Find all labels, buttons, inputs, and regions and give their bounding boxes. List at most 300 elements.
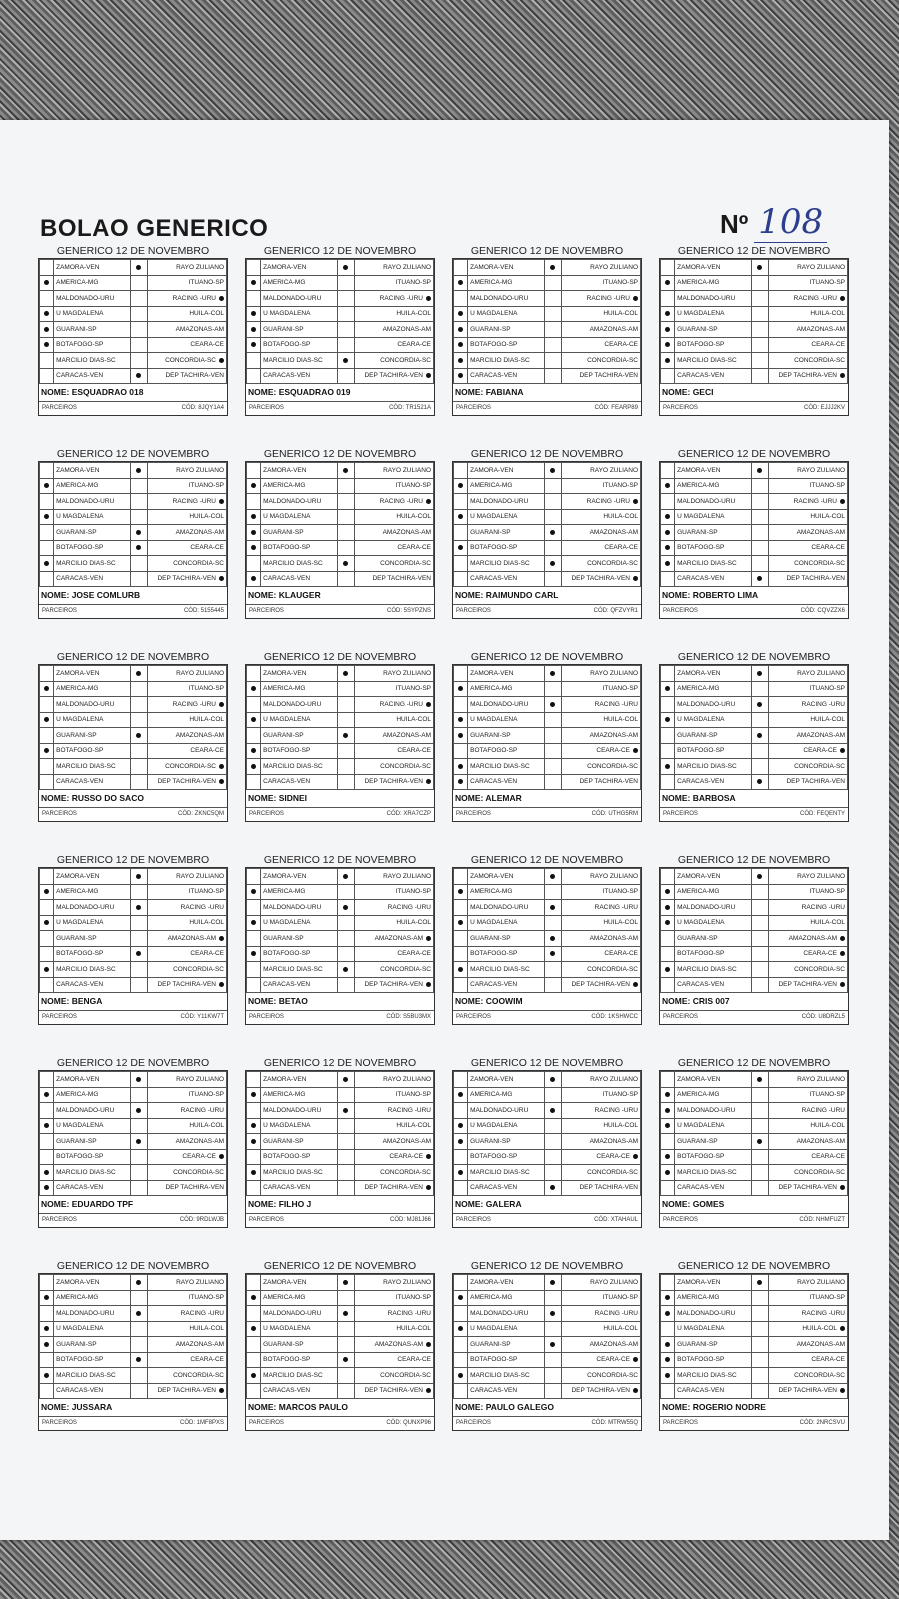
home-team: MARCILIO DIAS-SC: [468, 556, 545, 572]
pick-draw-cell: [131, 1087, 147, 1103]
selection-mark-icon: [665, 483, 670, 488]
sheet-number: [720, 202, 827, 242]
match-row: [454, 1180, 641, 1196]
away-team: RAYO ZULIANO: [147, 1072, 226, 1088]
pick-home-cell: [661, 353, 675, 369]
pick-home-cell: [40, 463, 54, 479]
selection-mark-icon: [458, 1123, 463, 1128]
home-team: CARACAS-VEN: [675, 571, 752, 587]
selection-mark-icon: [136, 265, 141, 270]
pick-draw-cell: [131, 1352, 147, 1368]
pick-home-cell: [40, 946, 54, 962]
pick-draw-cell: [545, 260, 561, 276]
match-row: [40, 1165, 227, 1181]
away-team: RAYO ZULIANO: [561, 463, 640, 479]
selection-mark-icon: [251, 717, 256, 722]
match-row: [661, 1306, 848, 1322]
away-team: ITUANO-SP: [354, 681, 433, 697]
selection-mark-icon: [219, 358, 224, 363]
away-team: HUILA-COL: [561, 915, 640, 931]
pick-draw-cell: [338, 681, 354, 697]
away-team: HUILA-COL: [147, 509, 226, 525]
card-body: [659, 867, 849, 1025]
selection-mark-icon: [44, 1295, 49, 1300]
pick-draw-cell: [131, 1165, 147, 1181]
pick-draw-cell: [752, 1087, 768, 1103]
match-table: [453, 462, 641, 587]
card-footer: [39, 808, 227, 821]
match-row: [454, 1368, 641, 1384]
pick-draw-cell: [131, 743, 147, 759]
away-team: HUILA-COL: [147, 915, 226, 931]
home-team: CARACAS-VEN: [675, 368, 752, 384]
match-row: [40, 1072, 227, 1088]
match-row: [661, 1352, 848, 1368]
pick-draw-cell: [338, 1337, 354, 1353]
pick-draw-cell: [338, 556, 354, 572]
home-team: GUARANI-SP: [468, 1337, 545, 1353]
selection-mark-icon: [251, 1326, 256, 1331]
partners-label: PARCEIROS: [663, 608, 698, 614]
home-team: CARACAS-VEN: [468, 1383, 545, 1399]
selection-mark-icon: [343, 561, 348, 566]
pick-home-cell: [40, 962, 54, 978]
away-team: ITUANO-SP: [147, 478, 226, 494]
pick-home-cell: [661, 1321, 675, 1337]
card-body: [659, 1070, 849, 1228]
home-team: CARACAS-VEN: [54, 1383, 131, 1399]
selection-mark-icon: [251, 530, 256, 535]
pick-draw-cell: [338, 463, 354, 479]
pick-draw-cell: [545, 494, 561, 510]
pick-home-cell: [454, 540, 468, 556]
pick-draw-cell: [752, 1275, 768, 1291]
away-team: ITUANO-SP: [354, 884, 433, 900]
selection-mark-icon: [343, 358, 348, 363]
pick-draw-cell: [131, 306, 147, 322]
match-row: [40, 1368, 227, 1384]
match-row: [247, 509, 434, 525]
pick-draw-cell: [545, 697, 561, 713]
home-team: BOTAFOGO-SP: [261, 337, 338, 353]
away-team: CONCORDIA-SC: [147, 1165, 226, 1181]
home-team: ZAMORA-VEN: [468, 666, 545, 682]
pick-home-cell: [40, 1290, 54, 1306]
home-team: AMERICA-MG: [468, 1290, 545, 1306]
pick-home-cell: [40, 1275, 54, 1291]
away-team: HUILA-COL: [768, 509, 847, 525]
match-table: [660, 1274, 848, 1399]
pick-home-cell: [454, 977, 468, 993]
pick-draw-cell: [545, 1306, 561, 1322]
pick-home-cell: [40, 1321, 54, 1337]
selection-mark-icon: [550, 1342, 555, 1347]
selection-mark-icon: [251, 951, 256, 956]
pick-home-cell: [247, 1134, 261, 1150]
home-team: MARCILIO DIAS-SC: [54, 353, 131, 369]
home-team: GUARANI-SP: [261, 1337, 338, 1353]
selection-mark-icon: [44, 748, 49, 753]
away-team: RAYO ZULIANO: [354, 666, 433, 682]
home-team: CARACAS-VEN: [468, 774, 545, 790]
selection-mark-icon: [458, 733, 463, 738]
home-team: U MAGDALENA: [54, 1321, 131, 1337]
home-team: U MAGDALENA: [261, 1321, 338, 1337]
match-row: [247, 291, 434, 307]
away-team: CONCORDIA-SC: [147, 962, 226, 978]
selection-mark-icon: [251, 889, 256, 894]
pick-home-cell: [454, 1134, 468, 1150]
bettor-name: NOME: BETAO: [246, 993, 434, 1011]
pick-draw-cell: [545, 1383, 561, 1399]
bet-card: [245, 1259, 435, 1427]
bet-card: [245, 853, 435, 1021]
match-row: [247, 1383, 434, 1399]
match-row: [247, 900, 434, 916]
selection-mark-icon: [251, 342, 256, 347]
match-row: [40, 1103, 227, 1119]
pick-draw-cell: [545, 1103, 561, 1119]
selection-mark-icon: [458, 1326, 463, 1331]
away-team: CONCORDIA-SC: [147, 353, 226, 369]
pick-home-cell: [40, 1103, 54, 1119]
pick-home-cell: [454, 353, 468, 369]
card-header: GENERICO 12 DE NOVEMBRO: [263, 854, 417, 866]
home-team: MARCILIO DIAS-SC: [468, 353, 545, 369]
pick-home-cell: [661, 509, 675, 525]
ticket-code: CÓD: QUNXP96: [386, 1420, 431, 1426]
match-table: [453, 665, 641, 790]
away-team: ITUANO-SP: [354, 1087, 433, 1103]
pick-draw-cell: [338, 915, 354, 931]
match-row: [661, 1103, 848, 1119]
match-row: [247, 1149, 434, 1165]
away-team: CEARA-CE: [768, 337, 847, 353]
pick-home-cell: [454, 1290, 468, 1306]
selection-mark-icon: [426, 779, 431, 784]
away-team: HUILA-COL: [354, 1118, 433, 1134]
match-table: [246, 1274, 434, 1399]
away-team: RACING -URU: [354, 697, 433, 713]
handwritten-number: 108: [754, 202, 827, 243]
pick-draw-cell: [545, 1321, 561, 1337]
home-team: MALDONADO-URU: [261, 900, 338, 916]
home-team: U MAGDALENA: [468, 509, 545, 525]
match-row: [40, 869, 227, 885]
selection-mark-icon: [757, 265, 762, 270]
selection-mark-icon: [251, 514, 256, 519]
selection-mark-icon: [136, 733, 141, 738]
pick-home-cell: [454, 1275, 468, 1291]
card-header: GENERICO 12 DE NOVEMBRO: [677, 245, 831, 257]
match-row: [247, 697, 434, 713]
pick-draw-cell: [131, 1337, 147, 1353]
away-team: CONCORDIA-SC: [561, 1165, 640, 1181]
match-row: [454, 1165, 641, 1181]
home-team: BOTAFOGO-SP: [54, 1352, 131, 1368]
home-team: GUARANI-SP: [261, 1134, 338, 1150]
match-row: [454, 525, 641, 541]
bet-card: [38, 1056, 228, 1224]
match-table: [660, 665, 848, 790]
pick-home-cell: [40, 1149, 54, 1165]
away-team: HUILA-COL: [768, 1118, 847, 1134]
match-row: [661, 884, 848, 900]
selection-mark-icon: [44, 967, 49, 972]
away-team: CONCORDIA-SC: [561, 962, 640, 978]
pick-home-cell: [40, 1134, 54, 1150]
bet-card: [659, 650, 849, 818]
match-table: [453, 1274, 641, 1399]
home-team: ZAMORA-VEN: [675, 463, 752, 479]
pick-draw-cell: [752, 697, 768, 713]
away-team: AMAZONAS-AM: [354, 322, 433, 338]
bet-card: [245, 244, 435, 412]
pick-home-cell: [661, 728, 675, 744]
match-row: [40, 1383, 227, 1399]
pick-draw-cell: [752, 291, 768, 307]
pick-home-cell: [40, 900, 54, 916]
pick-draw-cell: [545, 1072, 561, 1088]
pick-draw-cell: [131, 1134, 147, 1150]
selection-mark-icon: [458, 358, 463, 363]
pick-draw-cell: [752, 915, 768, 931]
match-row: [454, 260, 641, 276]
selection-mark-icon: [343, 1077, 348, 1082]
selection-mark-icon: [136, 1108, 141, 1113]
home-team: CARACAS-VEN: [54, 774, 131, 790]
bet-card: [245, 447, 435, 615]
away-team: AMAZONAS-AM: [354, 1134, 433, 1150]
selection-mark-icon: [136, 1077, 141, 1082]
match-row: [454, 1290, 641, 1306]
match-row: [247, 463, 434, 479]
pick-home-cell: [40, 666, 54, 682]
match-row: [661, 291, 848, 307]
pick-home-cell: [454, 1165, 468, 1181]
home-team: MALDONADO-URU: [54, 291, 131, 307]
home-team: BOTAFOGO-SP: [468, 540, 545, 556]
selection-mark-icon: [665, 889, 670, 894]
pick-home-cell: [454, 666, 468, 682]
pick-home-cell: [247, 1165, 261, 1181]
bet-card: [659, 244, 849, 412]
match-row: [661, 869, 848, 885]
home-team: U MAGDALENA: [675, 1321, 752, 1337]
match-row: [247, 1087, 434, 1103]
pick-home-cell: [40, 509, 54, 525]
pick-draw-cell: [545, 509, 561, 525]
pick-home-cell: [454, 728, 468, 744]
pick-draw-cell: [338, 1321, 354, 1337]
selection-mark-icon: [136, 468, 141, 473]
match-row: [247, 774, 434, 790]
pick-home-cell: [661, 977, 675, 993]
pick-draw-cell: [752, 759, 768, 775]
match-row: [247, 1321, 434, 1337]
pick-draw-cell: [338, 1275, 354, 1291]
home-team: CARACAS-VEN: [261, 571, 338, 587]
away-team: ITUANO-SP: [561, 884, 640, 900]
home-team: BOTAFOGO-SP: [261, 540, 338, 556]
selection-mark-icon: [550, 951, 555, 956]
pick-draw-cell: [752, 322, 768, 338]
pick-home-cell: [454, 1321, 468, 1337]
pick-draw-cell: [545, 712, 561, 728]
card-header: GENERICO 12 DE NOVEMBRO: [470, 448, 624, 460]
away-team: RAYO ZULIANO: [768, 1275, 847, 1291]
bet-card: [659, 1259, 849, 1427]
selection-mark-icon: [44, 1123, 49, 1128]
match-row: [247, 681, 434, 697]
pick-home-cell: [661, 1134, 675, 1150]
ticket-code: CÓD: 8JQY1A4: [181, 405, 224, 411]
home-team: GUARANI-SP: [261, 525, 338, 541]
pick-draw-cell: [545, 1275, 561, 1291]
match-row: [454, 728, 641, 744]
pick-draw-cell: [752, 260, 768, 276]
selection-mark-icon: [633, 982, 638, 987]
home-team: U MAGDALENA: [54, 509, 131, 525]
pick-home-cell: [454, 556, 468, 572]
pick-draw-cell: [131, 1321, 147, 1337]
match-row: [247, 1275, 434, 1291]
match-row: [40, 463, 227, 479]
selection-mark-icon: [251, 764, 256, 769]
pick-draw-cell: [545, 884, 561, 900]
pick-draw-cell: [545, 1165, 561, 1181]
card-body: [452, 1070, 642, 1228]
selection-mark-icon: [550, 1311, 555, 1316]
pick-home-cell: [247, 478, 261, 494]
home-team: U MAGDALENA: [468, 306, 545, 322]
pick-home-cell: [247, 1306, 261, 1322]
pick-draw-cell: [545, 353, 561, 369]
match-row: [661, 337, 848, 353]
pick-draw-cell: [131, 260, 147, 276]
pick-home-cell: [661, 915, 675, 931]
card-body: [245, 1070, 435, 1228]
home-team: MALDONADO-URU: [468, 494, 545, 510]
pick-home-cell: [40, 743, 54, 759]
pick-home-cell: [40, 556, 54, 572]
pick-draw-cell: [752, 977, 768, 993]
away-team: RAYO ZULIANO: [147, 463, 226, 479]
match-row: [40, 915, 227, 931]
pick-home-cell: [247, 1352, 261, 1368]
match-row: [247, 1352, 434, 1368]
match-row: [661, 322, 848, 338]
home-team: ZAMORA-VEN: [54, 260, 131, 276]
pick-home-cell: [454, 368, 468, 384]
pick-draw-cell: [545, 759, 561, 775]
away-team: DEP TACHIRA-VEN: [561, 977, 640, 993]
home-team: MARCILIO DIAS-SC: [468, 1368, 545, 1384]
home-team: GUARANI-SP: [675, 525, 752, 541]
home-team: AMERICA-MG: [54, 1290, 131, 1306]
pick-draw-cell: [131, 1275, 147, 1291]
pick-home-cell: [454, 260, 468, 276]
selection-mark-icon: [757, 671, 762, 676]
away-team: DEP TACHIRA-VEN: [768, 1180, 847, 1196]
pick-draw-cell: [752, 1180, 768, 1196]
away-team: CONCORDIA-SC: [147, 556, 226, 572]
match-row: [661, 275, 848, 291]
match-row: [40, 275, 227, 291]
selection-mark-icon: [426, 373, 431, 378]
partners-label: PARCEIROS: [456, 1217, 491, 1223]
pick-draw-cell: [338, 1290, 354, 1306]
match-row: [661, 368, 848, 384]
pick-home-cell: [247, 666, 261, 682]
bettor-name: NOME: JUSSARA: [39, 1399, 227, 1417]
away-team: CONCORDIA-SC: [354, 353, 433, 369]
match-row: [454, 509, 641, 525]
home-team: U MAGDALENA: [54, 915, 131, 931]
pick-home-cell: [247, 728, 261, 744]
card-header: GENERICO 12 DE NOVEMBRO: [677, 1260, 831, 1272]
away-team: DEP TACHIRA-VEN: [354, 1180, 433, 1196]
selection-mark-icon: [550, 530, 555, 535]
match-row: [247, 1180, 434, 1196]
pick-draw-cell: [545, 1149, 561, 1165]
pick-home-cell: [40, 1118, 54, 1134]
selection-mark-icon: [458, 514, 463, 519]
match-row: [247, 977, 434, 993]
pick-home-cell: [661, 900, 675, 916]
match-row: [454, 1087, 641, 1103]
pick-home-cell: [247, 509, 261, 525]
card-footer: [39, 1417, 227, 1430]
match-row: [247, 946, 434, 962]
home-team: U MAGDALENA: [54, 306, 131, 322]
selection-mark-icon: [219, 936, 224, 941]
match-table: [453, 1071, 641, 1196]
match-row: [40, 353, 227, 369]
card-footer: [453, 1011, 641, 1024]
betting-sheet: [0, 120, 889, 1540]
home-team: MALDONADO-URU: [261, 1306, 338, 1322]
home-team: MARCILIO DIAS-SC: [675, 556, 752, 572]
card-header: GENERICO 12 DE NOVEMBRO: [677, 651, 831, 663]
match-row: [247, 353, 434, 369]
match-row: [247, 884, 434, 900]
pick-home-cell: [454, 774, 468, 790]
match-row: [40, 494, 227, 510]
pick-draw-cell: [752, 463, 768, 479]
home-team: BOTAFOGO-SP: [54, 540, 131, 556]
pick-draw-cell: [752, 743, 768, 759]
away-team: RAYO ZULIANO: [561, 1072, 640, 1088]
selection-mark-icon: [665, 327, 670, 332]
match-row: [661, 1118, 848, 1134]
selection-mark-icon: [136, 545, 141, 550]
away-team: ITUANO-SP: [561, 1290, 640, 1306]
selection-mark-icon: [550, 1108, 555, 1113]
ticket-code: CÓD: FEQENTY: [799, 811, 845, 817]
selection-mark-icon: [665, 1123, 670, 1128]
selection-mark-icon: [665, 1342, 670, 1347]
selection-mark-icon: [136, 530, 141, 535]
selection-mark-icon: [458, 686, 463, 691]
match-row: [40, 540, 227, 556]
pick-home-cell: [247, 884, 261, 900]
away-team: CONCORDIA-SC: [561, 759, 640, 775]
pick-draw-cell: [752, 931, 768, 947]
selection-mark-icon: [665, 686, 670, 691]
pick-draw-cell: [545, 291, 561, 307]
ticket-code: CÓD: 2NRCSVU: [799, 1420, 845, 1426]
